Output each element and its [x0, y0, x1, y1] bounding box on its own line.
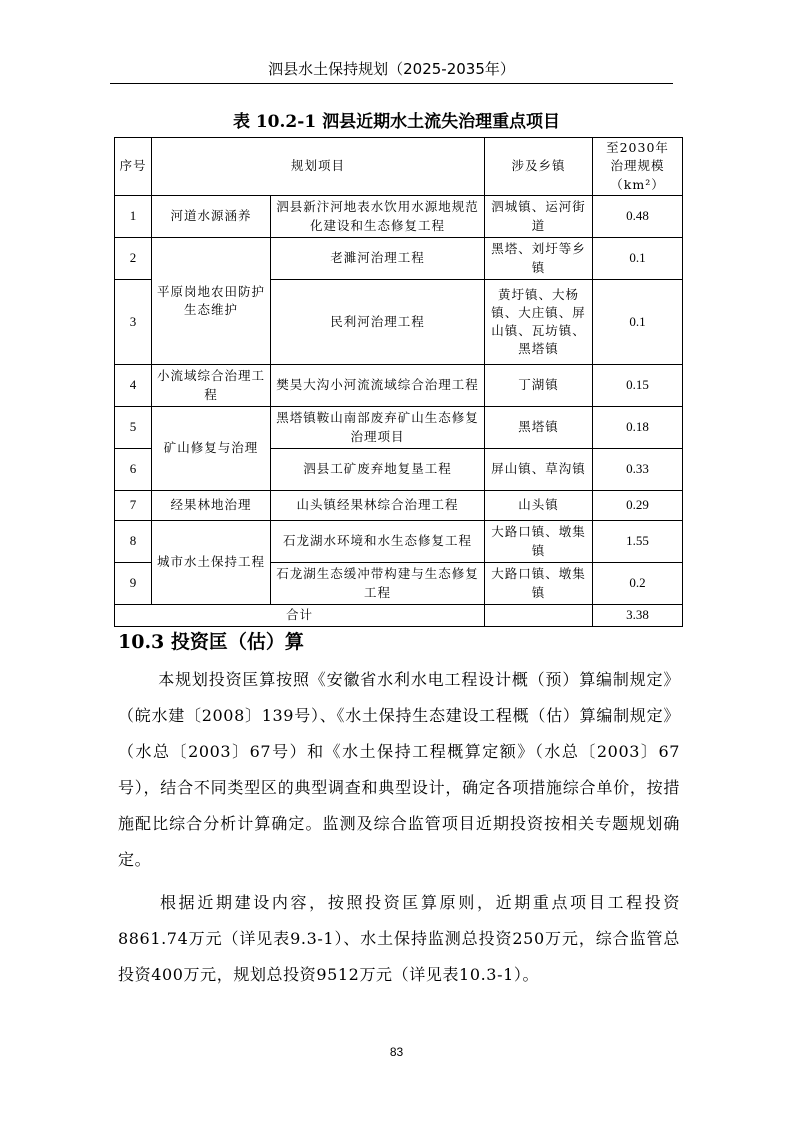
- table-row: [115, 491, 683, 521]
- page-number: 83: [389, 1045, 404, 1059]
- row-project: 黑塔镇鞍山南部废弃矿山生态修复治理项目: [271, 407, 485, 449]
- row-category: 河道水源涵养: [152, 196, 271, 238]
- row-towns: 大路口镇、墩集镇: [485, 521, 593, 563]
- projects-table: [114, 137, 683, 627]
- header-rule: [110, 83, 673, 84]
- table-total-row: [115, 605, 683, 627]
- row-project: 泗县工矿废弃地复垦工程: [271, 449, 485, 491]
- row-scale: 0.33: [593, 449, 683, 491]
- row-scale: 0.1: [593, 280, 683, 365]
- table-row: [115, 196, 683, 238]
- row-towns: 大路口镇、墩集镇: [485, 563, 593, 605]
- row-no: 5: [115, 407, 152, 449]
- row-project: 老濉河治理工程: [271, 238, 485, 280]
- header-scale-line1: 至2030年: [606, 140, 669, 156]
- row-towns: 山头镇: [485, 491, 593, 521]
- row-no: 3: [115, 280, 152, 365]
- row-scale: 0.1: [593, 238, 683, 280]
- header-scale-line2: 治理规模: [610, 158, 665, 174]
- row-category: 平原岗地农田防护生态维护: [152, 238, 271, 365]
- row-project: 石龙湖水环境和水生态修复工程: [271, 521, 485, 563]
- row-no: 9: [115, 563, 152, 605]
- row-scale: 0.15: [593, 365, 683, 407]
- body-paragraph-1: [118, 662, 680, 878]
- row-scale: 0.18: [593, 407, 683, 449]
- header-seq: 序号: [115, 138, 152, 196]
- table-header-row: [115, 138, 683, 196]
- row-towns: 黑塔、刘圩等乡镇: [485, 238, 593, 280]
- total-scale: 3.38: [593, 605, 683, 627]
- row-towns: 泗城镇、运河街道: [485, 196, 593, 238]
- row-category: 经果林地治理: [152, 491, 271, 521]
- header-scale: [593, 138, 683, 196]
- header-towns: 涉及乡镇: [485, 138, 593, 196]
- total-towns-empty: [485, 605, 593, 627]
- header-project: 规划项目: [152, 138, 485, 196]
- row-no: 6: [115, 449, 152, 491]
- row-project: 泗县新汴河地表水饮用水源地规范化建设和生态修复工程: [271, 196, 485, 238]
- row-towns: 屏山镇、草沟镇: [485, 449, 593, 491]
- row-scale: 0.48: [593, 196, 683, 238]
- row-project: 民利河治理工程: [271, 280, 485, 365]
- total-label: 合计: [115, 605, 485, 627]
- table-row: [115, 407, 683, 449]
- section-heading: 10.3 投资匡（估）算: [118, 631, 304, 653]
- row-no: 8: [115, 521, 152, 563]
- row-scale: 1.55: [593, 521, 683, 563]
- row-project: 石龙湖生态缓冲带构建与生态修复工程: [271, 563, 485, 605]
- table-row: [115, 521, 683, 563]
- table-row: [115, 238, 683, 280]
- row-no: 7: [115, 491, 152, 521]
- row-no: 4: [115, 365, 152, 407]
- paragraph-2-text: 根据近期建设内容，按照投资匡算原则，近期重点项目工程投资8861.74万元（详见表9.3-1）、水土保持监测总投资250万元，综合监管总投资400万元，规划总投资9512万元（详见表10.3-1）。: [118, 893, 680, 984]
- paragraph-1-text: 本规划投资匡算按照《安徽省水利水电工程设计概（预）算编制规定》（皖水建〔2008〕139号）、《水土保持生态建设工程概（估）算编制规定》（水总〔2003〕67号）和《水土保持工程概算定额》（水总〔2003〕67号），结合不同类型区的典型调查和典型设计，确定各项措施综合单价，按措施配比综合分析计算确定。监测及综合监管项目近期投资按相关专题规划确定。: [118, 670, 680, 869]
- row-project: 山头镇经果林综合治理工程: [271, 491, 485, 521]
- row-no: 1: [115, 196, 152, 238]
- row-no: 2: [115, 238, 152, 280]
- row-towns: 黄圩镇、大杨镇、大庄镇、屏山镇、瓦坊镇、黑塔镇: [485, 280, 593, 365]
- table-caption: 表 10.2-1 泗县近期水土流失治理重点项目: [232, 112, 561, 132]
- row-category: 矿山修复与治理: [152, 407, 271, 491]
- table-row: [115, 365, 683, 407]
- row-category: 小流域综合治理工程: [152, 365, 271, 407]
- body-paragraph-2: [118, 885, 680, 993]
- header-scale-line3: （km²）: [610, 176, 665, 192]
- running-header: 泗县水土保持规划（2025-2035年）: [268, 60, 515, 78]
- row-scale: 0.29: [593, 491, 683, 521]
- row-project: 樊昊大沟小河流流域综合治理工程: [271, 365, 485, 407]
- row-towns: 丁湖镇: [485, 365, 593, 407]
- row-scale: 0.2: [593, 563, 683, 605]
- row-category: 城市水土保持工程: [152, 521, 271, 605]
- row-towns: 黑塔镇: [485, 407, 593, 449]
